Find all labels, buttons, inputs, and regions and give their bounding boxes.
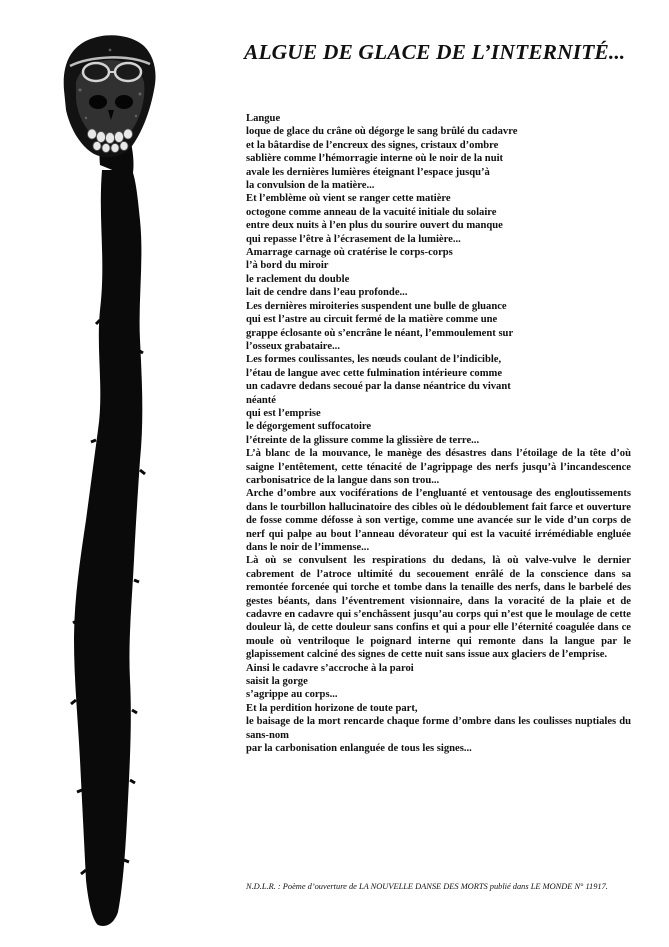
poem-paragraph: le baisage de la mort rencarde chaque forme d’ombre dans les coulisses nuptiales du sans-nom [246, 716, 631, 741]
poem-title: ALGUE DE GLACE DE L’INTERNITÉ... [244, 40, 626, 64]
sculpture-figure-image [40, 20, 180, 930]
goggle-left-lens [83, 63, 109, 81]
editor-note: N.D.L.R. : Poème d’ouverture de LA NOUVELLE DANSE DES MORTS publié dans LE MONDE N° 11917. [246, 882, 608, 891]
poem-line: qui repasse l’être à l’écrasement de la lumière... [246, 233, 461, 245]
poem-line: s’agrippe au corps... [246, 689, 338, 701]
poem-line: lait de cendre dans l’eau profonde... [246, 287, 408, 299]
poem-line: sablière comme l’hémorragie interne où le noir de la nuit [246, 153, 504, 165]
poem-paragraph: L’à blanc de la mouvance, le manège des désastres dans l’étoilage de la tête d’où saigne l’entêtement, cette ténacité de l’agrippage des nerfs jusqu’à l’incandescence carbonisatrice de la langue dans son trou... [246, 448, 631, 486]
poem-line: Les formes coulissantes, les nœuds coulant de l’indicible, [246, 354, 502, 366]
goggle-right-lens [115, 63, 141, 81]
poem-line: et la bâtardise de l’encreux des signes, cristaux d’ombre [246, 139, 499, 151]
poem-body [246, 112, 631, 756]
poem-line: loque de glace du crâne où dégorge le sang brûlé du cadavre [246, 126, 518, 138]
poem-paragraph: Là où se convulsent les respirations du dedans, là où valve-vulve le dernier cabrement de l’atroce ultimité du secouement enrâlé de la conscience dans sa remontée forcenée qui torche et tombe dans la tenaille des nerfs, dans le barbelé des gestes béants, dans l’éventrement visionnaire, dans la voracité de la plaie et de cadavre en cadavre qui s’enchâssent jusqu’au corps qui n’est que le moulage de cette douleur là, de cette douleur sans confins et qui a pour elle l’éternité coagulée dans ce moule où ventriloque le poignard interne qui remonte dans la langue par le glapissement calciné des signes de cette nuit sans issue aux glaciers de l’emprise. [246, 555, 631, 661]
poem-line: néanté [246, 394, 277, 406]
poem-line: Ainsi le cadavre s’accroche à la paroi [246, 662, 414, 674]
sculpture-body [74, 170, 142, 926]
poem-line: Et l’emblème où vient se ranger cette matière [246, 193, 451, 205]
poem-line: qui est l’emprise [246, 407, 321, 419]
poem-line: entre deux nuits à l’en plus du sourire ouvert du manque [246, 220, 503, 232]
eye-socket-right [115, 95, 133, 109]
poem-last-line: par la carbonisation enlanguée de tous les signes... [246, 743, 472, 755]
poem-line: un cadavre dedans secoué par la danse néantrice du vivant [246, 381, 511, 393]
poem-line: grappe éclosante où s’encrâne le néant, l’emmoulement sur [246, 327, 514, 339]
poem-line: Les dernières miroiteries suspendent une bulle de gluance [246, 300, 507, 312]
poem-line: le raclement du double [246, 273, 350, 285]
poem-line: qui est l’astre au circuit fermé de la matière comme une [246, 314, 498, 326]
poem-line: saisit la gorge [246, 676, 308, 688]
poem-line: l’étau de langue avec cette fulmination intérieure comme [246, 367, 503, 379]
sculpture-figure-drawing [40, 20, 180, 930]
poem-line: Langue [246, 113, 281, 124]
poem-line: avale les dernières lumières éteignant l’espace jusqu’à [246, 166, 490, 178]
poem-paragraph: Arche d’ombre aux vociférations de l’engluanté et ventousage des engloutissements dans le tourbillon hallucinatoire des cibles où le dédoublement fait farce et ouverture de fosse comme défosse à son vertige, comme une avancée sur le vide d’un corps de nerf qui palpe au bout l’anneau dévorateur qui est la vacuité irrémédiable engluée dans le noir de l’immense... [246, 488, 631, 553]
poem-line: le dégorgement suffocatoire [246, 421, 372, 433]
poem-line: l’osseux grabataire... [246, 340, 340, 352]
poem-line: octogone comme anneau de la vacuité initiale du solaire [246, 206, 497, 218]
poem-line: Amarrage carnage où cratérise le corps-corps [246, 247, 453, 259]
poem-line: l’à bord du miroir [246, 260, 329, 272]
poem-line: Et la perdition horizone de toute part, [246, 702, 418, 714]
poem-line: la convulsion de la matière... [246, 180, 375, 192]
poem-line: l’étreinte de la glissure comme la glissière de terre... [246, 434, 480, 446]
eye-socket-left [89, 95, 107, 109]
